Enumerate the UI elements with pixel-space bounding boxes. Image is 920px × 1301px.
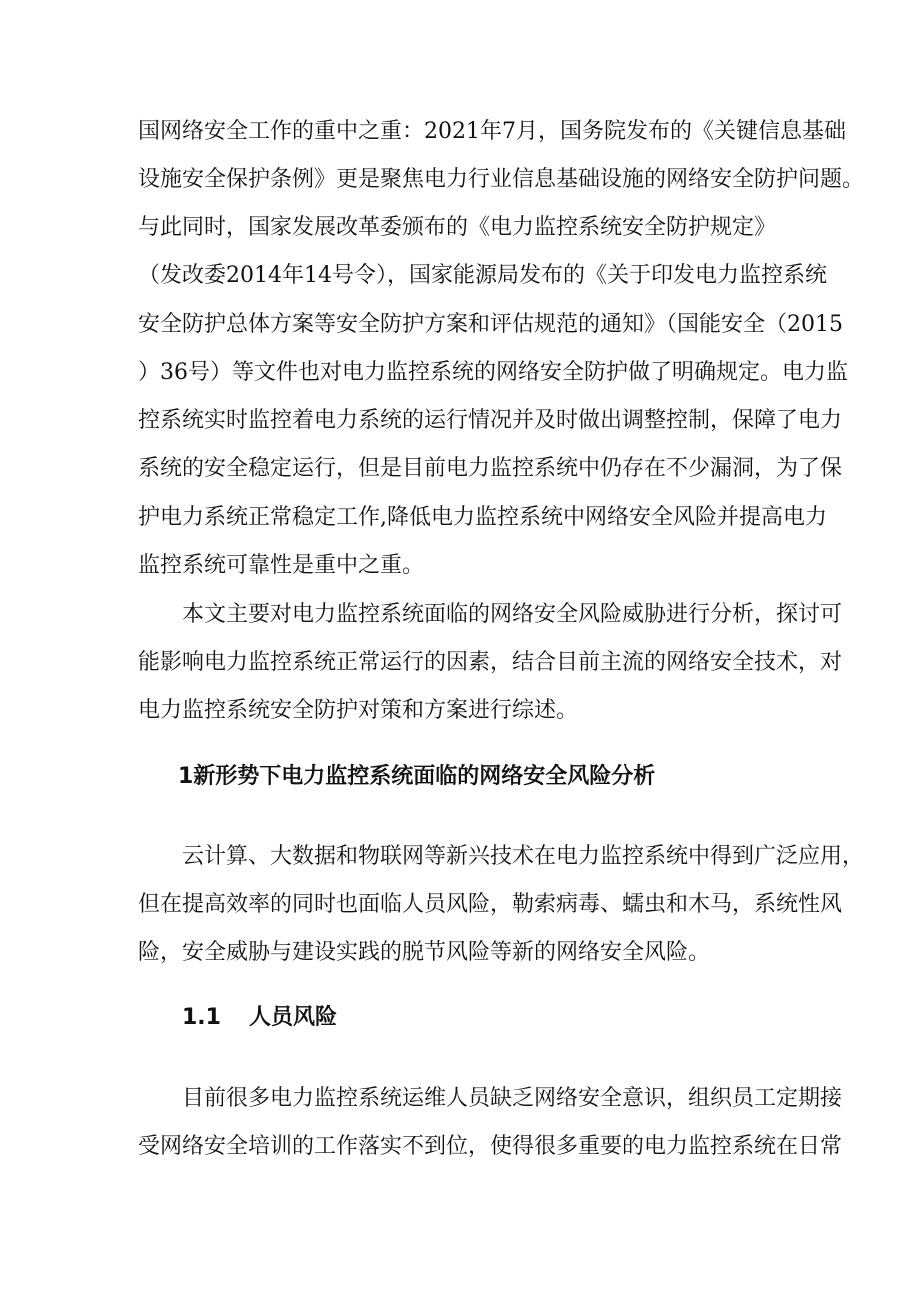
text-line: 系统的安全稳定运行，但是目前电力监控系统中仍存在不少漏洞，为了保	[138, 456, 843, 481]
text-line: ）36号）等文件也对电力监控系统的网络安全防护做了明确规定。电力监	[138, 360, 848, 385]
text-line: （发改委2014年14号令），国家能源局发布的《关于印发电力监控系统	[138, 263, 827, 288]
text-line: 监控系统可靠性是重中之重。	[138, 553, 425, 578]
subsection-title: 人员风险	[248, 1005, 337, 1030]
text-line: 安全防护总体方案等安全防护方案和评估规范的通知》（国能安全（2015	[138, 312, 843, 337]
text-line: 本文主要对电力监控系统面临的网络安全风险威胁进行分析，探讨可	[182, 602, 843, 627]
text-line: 设施安全保护条例》更是聚焦电力行业信息基础设施的网络安全防护问题。	[138, 167, 865, 192]
text-line: 但在提高效率的同时也面临人员风险，勒索病毒、蠕虫和木马，系统性风	[138, 892, 843, 917]
text-line: 国网络安全工作的重中之重：2021年7月，国务院发布的《关键信息基础	[138, 119, 846, 144]
text-line: 能影响电力监控系统正常运行的因素，结合目前主流的网络安全技术，对	[138, 650, 843, 675]
text-line: 受网络安全培训的工作落实不到位，使得很多重要的电力监控系统在日常	[138, 1134, 843, 1159]
section-heading: 1新形势下电力监控系统面临的网络安全风险分析	[178, 764, 656, 789]
text-line: 护电力系统正常稳定工作,降低电力监控系统中网络安全风险并提高电力	[138, 505, 827, 530]
subsection-heading	[182, 1003, 337, 1033]
subsection-number: 1.1	[182, 1005, 221, 1030]
text-line: 险，安全威胁与建设实践的脱节风险等新的网络安全风险。	[138, 940, 711, 965]
text-line: 与此同时，国家发展改革委颁布的《电力监控系统安全防护规定》	[138, 215, 777, 240]
text-line: 电力监控系统安全防护对策和方案进行综述。	[138, 698, 579, 723]
text-line: 云计算、大数据和物联网等新兴技术在电力监控系统中得到广泛应用，	[182, 844, 865, 869]
text-line: 目前很多电力监控系统运维人员缺乏网络安全意识，组织员工定期接	[182, 1086, 843, 1111]
text-line: 控系统实时监控着电力系统的运行情况并及时做出调整控制，保障了电力	[138, 408, 843, 433]
